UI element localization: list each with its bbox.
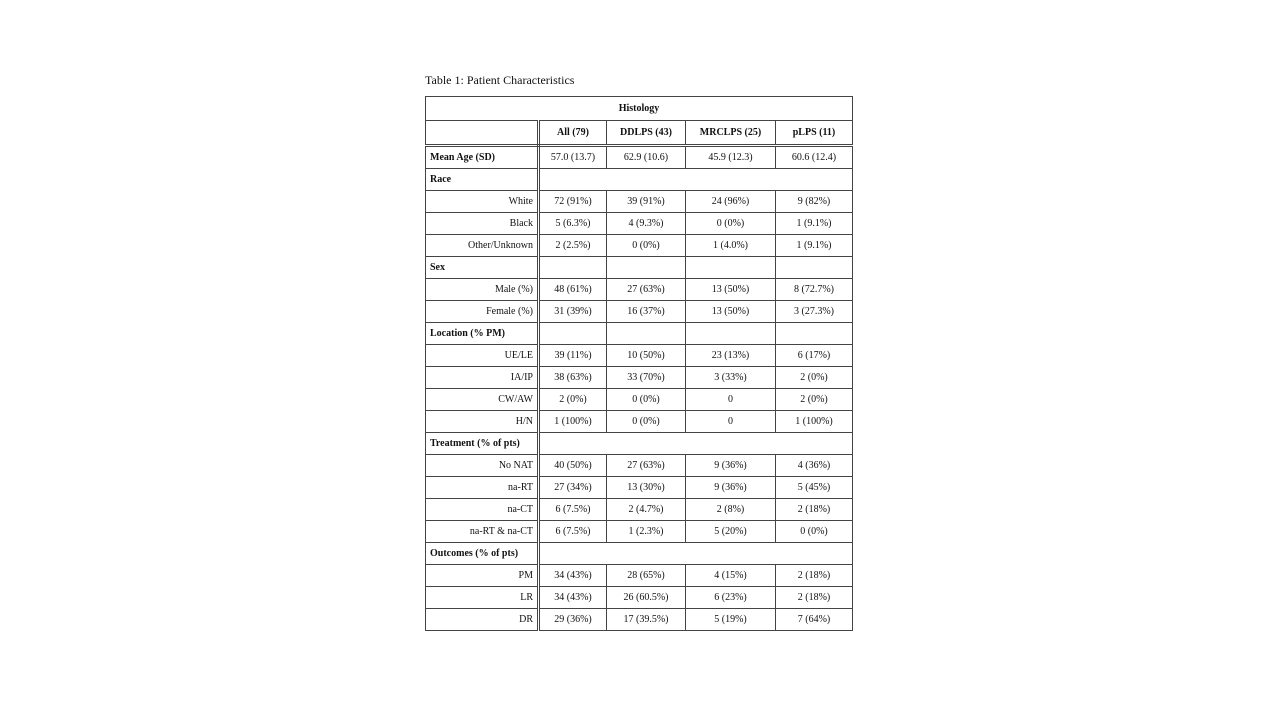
outcomes-section-label: Outcomes (% of pts)	[426, 543, 539, 565]
table-cell: 1 (9.1%)	[776, 235, 853, 257]
table-cell: 13 (50%)	[686, 301, 776, 323]
table-cell: 6 (23%)	[686, 587, 776, 609]
table-cell: 33 (70%)	[607, 367, 686, 389]
row-label: na-RT	[426, 477, 539, 499]
histology-header-row	[426, 97, 853, 121]
table-row	[426, 477, 853, 499]
table-cell: 0 (0%)	[607, 235, 686, 257]
table-cell: 28 (65%)	[607, 565, 686, 587]
location-section-label: Location (% PM)	[426, 323, 539, 345]
table-cell: 16 (37%)	[607, 301, 686, 323]
table-row	[426, 389, 853, 411]
table-cell: 1 (2.3%)	[607, 521, 686, 543]
row-label: PM	[426, 565, 539, 587]
table-cell: 39 (91%)	[607, 191, 686, 213]
table-cell: 57.0 (13.7)	[539, 146, 607, 169]
row-label: CW/AW	[426, 389, 539, 411]
histology-header: Histology	[426, 97, 853, 121]
table-row	[426, 455, 853, 477]
table-cell: 0 (0%)	[776, 521, 853, 543]
table-cell: 62.9 (10.6)	[607, 146, 686, 169]
table-cell: 60.6 (12.4)	[776, 146, 853, 169]
table-row	[426, 521, 853, 543]
table-cell: 0	[686, 411, 776, 433]
table-cell: 2 (4.7%)	[607, 499, 686, 521]
row-label: Black	[426, 213, 539, 235]
table-cell: 0 (0%)	[607, 411, 686, 433]
row-label: Female (%)	[426, 301, 539, 323]
row-label: na-CT	[426, 499, 539, 521]
table-cell: 7 (64%)	[776, 609, 853, 631]
table-row	[426, 411, 853, 433]
table-cell: 1 (100%)	[776, 411, 853, 433]
empty-cell	[539, 543, 853, 565]
table-row	[426, 301, 853, 323]
table-row	[426, 213, 853, 235]
table-cell: 17 (39.5%)	[607, 609, 686, 631]
location-section-row	[426, 323, 853, 345]
col-header-mrclps: MRCLPS (25)	[686, 121, 776, 146]
table-cell: 45.9 (12.3)	[686, 146, 776, 169]
table-cell: 0 (0%)	[607, 389, 686, 411]
sex-section-row	[426, 257, 853, 279]
table-row	[426, 345, 853, 367]
table-cell: 29 (36%)	[539, 609, 607, 631]
table-cell: 2 (18%)	[776, 565, 853, 587]
table-row	[426, 609, 853, 631]
mean-age-label: Mean Age (SD)	[426, 146, 539, 169]
empty-cell	[539, 169, 853, 191]
table-cell: 0	[686, 389, 776, 411]
table-cell: 2 (0%)	[776, 367, 853, 389]
row-label: Male (%)	[426, 279, 539, 301]
empty-cell	[539, 433, 853, 455]
col-header-plps: pLPS (11)	[776, 121, 853, 146]
table-cell: 1 (100%)	[539, 411, 607, 433]
table-cell: 38 (63%)	[539, 367, 607, 389]
table-cell: 9 (82%)	[776, 191, 853, 213]
table-cell: 0 (0%)	[686, 213, 776, 235]
table-row	[426, 191, 853, 213]
table-cell: 2 (0%)	[539, 389, 607, 411]
row-label: na-RT & na-CT	[426, 521, 539, 543]
row-label: UE/LE	[426, 345, 539, 367]
row-label: IA/IP	[426, 367, 539, 389]
table-cell: 9 (36%)	[686, 477, 776, 499]
sex-section-label: Sex	[426, 257, 539, 279]
table-cell: 39 (11%)	[539, 345, 607, 367]
row-label: Other/Unknown	[426, 235, 539, 257]
table-cell: 26 (60.5%)	[607, 587, 686, 609]
empty-cell	[539, 257, 607, 279]
treatment-section-row	[426, 433, 853, 455]
table-cell: 34 (43%)	[539, 565, 607, 587]
table-cell: 2 (8%)	[686, 499, 776, 521]
table-cell: 2 (0%)	[776, 389, 853, 411]
table-cell: 5 (20%)	[686, 521, 776, 543]
race-section-row	[426, 169, 853, 191]
empty-cell	[686, 323, 776, 345]
empty-cell	[776, 323, 853, 345]
table-cell: 1 (4.0%)	[686, 235, 776, 257]
table-cell: 34 (43%)	[539, 587, 607, 609]
table-caption: Table 1: Patient Characteristics	[425, 73, 575, 87]
row-label: White	[426, 191, 539, 213]
patient-characteristics-table	[425, 96, 853, 631]
table-cell: 10 (50%)	[607, 345, 686, 367]
table-cell: 31 (39%)	[539, 301, 607, 323]
table-row	[426, 565, 853, 587]
table-row	[426, 279, 853, 301]
table-cell: 9 (36%)	[686, 455, 776, 477]
row-label: No NAT	[426, 455, 539, 477]
table-cell: 27 (63%)	[607, 455, 686, 477]
table-cell: 5 (45%)	[776, 477, 853, 499]
treatment-section-label: Treatment (% of pts)	[426, 433, 539, 455]
corner-cell	[426, 121, 539, 146]
table-cell: 23 (13%)	[686, 345, 776, 367]
race-section-label: Race	[426, 169, 539, 191]
table-cell: 5 (6.3%)	[539, 213, 607, 235]
table-cell: 24 (96%)	[686, 191, 776, 213]
empty-cell	[607, 257, 686, 279]
table-row	[426, 587, 853, 609]
row-label: H/N	[426, 411, 539, 433]
empty-cell	[686, 257, 776, 279]
table-cell: 4 (15%)	[686, 565, 776, 587]
table-cell: 13 (30%)	[607, 477, 686, 499]
outcomes-section-row	[426, 543, 853, 565]
table-cell: 2 (18%)	[776, 499, 853, 521]
table-cell: 2 (2.5%)	[539, 235, 607, 257]
row-label: LR	[426, 587, 539, 609]
table-cell: 3 (33%)	[686, 367, 776, 389]
table-row	[426, 499, 853, 521]
table-cell: 4 (36%)	[776, 455, 853, 477]
table-row	[426, 367, 853, 389]
col-header-all: All (79)	[539, 121, 607, 146]
table-cell: 6 (7.5%)	[539, 521, 607, 543]
mean-age-row	[426, 146, 853, 169]
table-cell: 3 (27.3%)	[776, 301, 853, 323]
table-cell: 72 (91%)	[539, 191, 607, 213]
table-cell: 13 (50%)	[686, 279, 776, 301]
table-cell: 27 (63%)	[607, 279, 686, 301]
col-header-ddlps: DDLPS (43)	[607, 121, 686, 146]
table-cell: 1 (9.1%)	[776, 213, 853, 235]
table-cell: 8 (72.7%)	[776, 279, 853, 301]
table-cell: 27 (34%)	[539, 477, 607, 499]
table-cell: 2 (18%)	[776, 587, 853, 609]
empty-cell	[539, 323, 607, 345]
table-cell: 6 (17%)	[776, 345, 853, 367]
table-row	[426, 235, 853, 257]
table-cell: 40 (50%)	[539, 455, 607, 477]
table-cell: 48 (61%)	[539, 279, 607, 301]
table-cell: 6 (7.5%)	[539, 499, 607, 521]
column-header-row	[426, 121, 853, 146]
row-label: DR	[426, 609, 539, 631]
empty-cell	[607, 323, 686, 345]
empty-cell	[776, 257, 853, 279]
table-cell: 4 (9.3%)	[607, 213, 686, 235]
table-cell: 5 (19%)	[686, 609, 776, 631]
